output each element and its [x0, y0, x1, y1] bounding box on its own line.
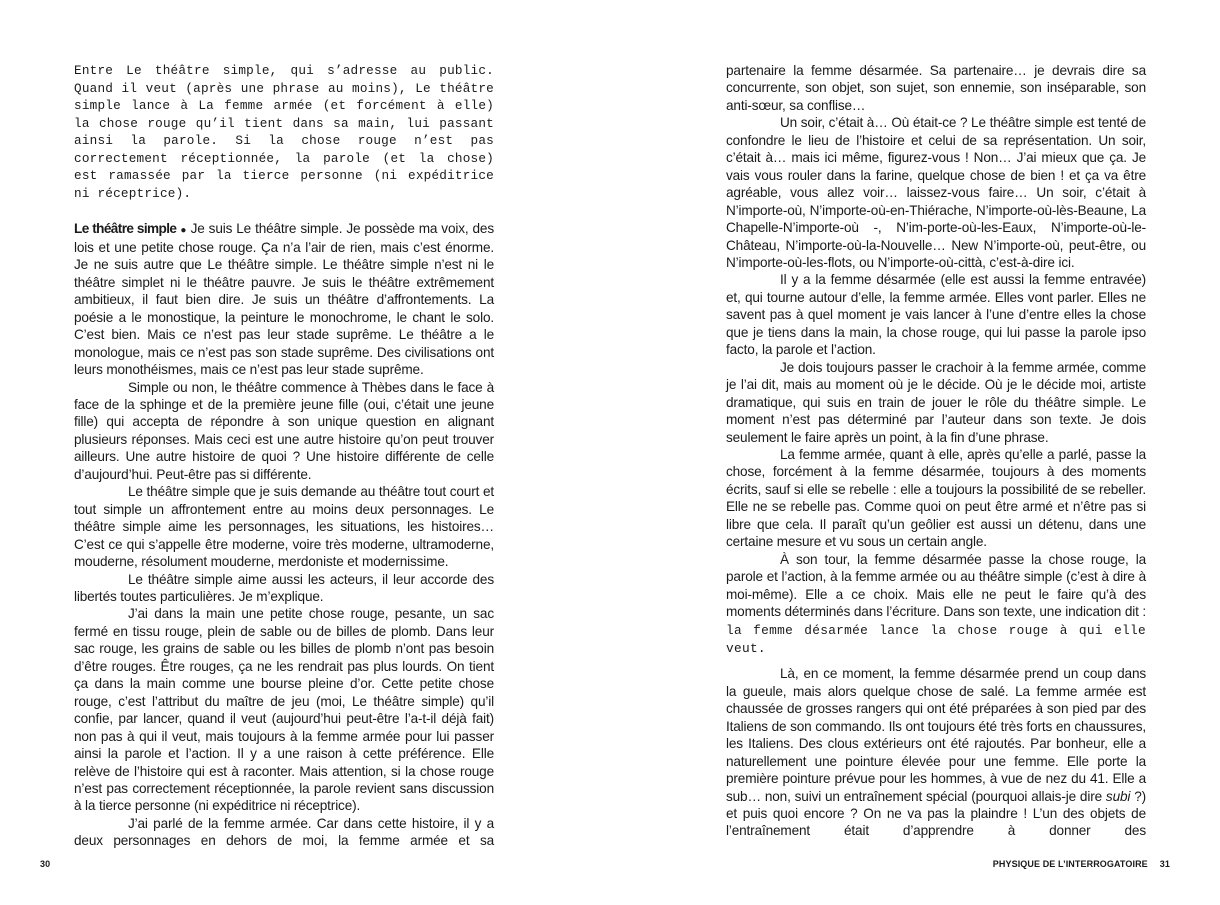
paragraph: Le théâtre simple que je suis demande au théâtre tout court et tout simple un affrontement entre au moins deux personnages. Le théâtre simple aime les personnages, les situations, les histoires… C’est ce qui s’appelle être moderne, voire très moderne, ultramoderne, mouderne, résolument mouderne, merdoniste et modernissime.: [74, 484, 494, 570]
spacer: [726, 657, 1146, 665]
paragraph-text: À son tour, la femme désarmée passe la chose rouge, la parole et l’action, à la femme armée ou au théâtre simple (c’est à dire à moi-même). Elle a ce choix. Mais elle ne peut le faire qu’à des moments déterminés dans l’écriture. Dans son texte, une indication dit :: [726, 551, 1146, 620]
stage-direction-intro: Entre Le théâtre simple, qui s’adresse au public. Quand il veut (après une phrase au moins), Le théâtre simple lance à La femme armée (et forcément à elle) la chose rouge qu’il tient dans sa main, lui passant ainsi la parole. Si la chose rouge n’est pas correctement réceptionnée, la parole (et la chose) est ramassée par la tierce personne (ni expéditrice ni réceptrice).: [74, 63, 494, 201]
paragraph: [726, 551, 1146, 658]
left-page: [74, 62, 494, 850]
paragraph-text: Là, en ce moment, la femme désarmée prend un coup dans la gueule, mais alors quelque chose de salé. La femme armée est chaussée de grosses rangers qui ont été préparées à son pied par des Italiens de son commando. Ils ont toujours été très forts en chaussures, les Italiens. Des clous extérieurs ont été rajoutés. Par bonheur, elle a naturellement une pointure élevée pour une femme. Elle porte la première pointure prévue pour les hommes, à vue de nez du 41. Elle a sub… non, suivi un entraînement spécial (pourquoi allais-je dire: [726, 666, 1146, 804]
paragraph-text: ?) et puis quoi encore ? On ne va pas la plaindre ! L’un des objets de l’entraînement était d’apprendre à donner des: [726, 788, 1146, 839]
bullet-icon: ●: [180, 224, 187, 236]
page-number-left: 30: [40, 859, 51, 869]
footer-right: [993, 859, 1170, 869]
speaker-name: Le théâtre simple: [74, 220, 177, 236]
paragraph: [74, 220, 494, 379]
paragraph: [726, 665, 1146, 840]
running-head: PHYSIQUE DE L’INTERROGATOIRE: [992, 859, 1148, 869]
paragraph: La femme armée, quant à elle, après qu’elle a parlé, passe la chose, forcément à la femme désarmée, toujours à des moments écrits, sauf si elle se rebelle : elle a toujours la possibilité de se rebeller. Elle ne se rebelle pas. Comme quoi on peut être armé et n’être pas si libre que cela. Il paraît qu’un geôlier est aussi un détenu, dans une certaine mesure et vu sous un certain angle.: [726, 446, 1146, 550]
paragraph-text: Je suis Le théâtre simple. Je possède ma voix, des lois et une petite chose rouge. Ça n’a l’air de rien, mais c’est énorme. Je ne suis autre que Le théâtre simple. Le théâtre simple n’est ni le théâtre simplet ni le théâtre pauvre. Je suis le théâtre extrêmement ambitieux, il faut bien dire. Je suis un théâtre d’affrontements. La poésie a le monostique, la peinture le monochrome, le chant le solo. C’est bien. Mais ce n’est pas leur stade suprême. Le théâtre a le monologue, mais ce n’est pas son stade suprême. Des civilisations ont leurs monothéismes, mais ce n’est pas leur stade suprême.: [74, 220, 494, 378]
paragraph: partenaire la femme désarmée. Sa partenaire… je devrais dire sa concurrente, son objet, son sujet, son ennemie, son inséparable, son anti-sœur, sa conflise…: [726, 63, 1146, 113]
paragraph: J’ai parlé de la femme armée. Car dans cette histoire, il y a deux personnages en dehors de moi, la femme armée et sa: [74, 815, 494, 849]
paragraph: Le théâtre simple aime aussi les acteurs, il leur accorde des libertés toutes particulières. Je m’explique.: [74, 571, 494, 605]
paragraph: J’ai dans la main une petite chose rouge, pesante, un sac fermé en tissu rouge, plein de sable ou de billes de plomb. Dans leur sac rouge, les grains de sable ou les billes de plomb n’ont pas besoin d’être rouges. Être rouges, ça ne les rendrait pas plus lourds. On tient ça dans la main comme une bourse pleine d’or. Cette petite chose rouge, c’est l’attribut du maître de jeu (moi, Le théâtre simple) qu’il confie, par lancer, quand il veut (aujourd’hui peut-être l’a-t-il déjà fait) non pas à qui il veut, mais toujours à la femme armée pour lui passer ainsi la parole et l’action. Il y a une raison à cette préférence. Elle relève de l’histoire qui est à raconter. Mais attention, si la chose rouge n’est pas correctement réceptionnée, la parole revient sans discussion à la tierce personne (ni expéditrice ni réceptrice).: [74, 606, 494, 814]
page-number-right: 31: [1159, 859, 1170, 869]
right-page: [726, 62, 1146, 840]
spacer: [74, 202, 494, 220]
paragraph: Il y a la femme désarmée (elle est aussi la femme entravée) et, qui tourne autour d’elle, la femme armée. Elles vont parler. Elles ne savent pas à quel moment je vais lancer à l’une d’entre elles la chose que je tiens dans la main, la chose rouge, qui lui passe la parole ipso facto, la parole et l’action.: [726, 272, 1146, 358]
italic-word: subi: [1105, 788, 1131, 804]
paragraph: Simple ou non, le théâtre commence à Thèbes dans le face à face de la sphinge et de la première jeune fille (oui, c’était une jeune fille) qui accepta de répondre à son unique question en alignant plusieurs réponses. Mais ceci est une autre histoire qu’on peut trouver ailleurs. Une autre histoire de quoi ? Une histoire différente de celle d’aujourd’hui. Peut-être pas si différente.: [74, 379, 494, 482]
paragraph: Je dois toujours passer le crachoir à la femme armée, comme je l’ai dit, mais au moment où je le décide. Où je le décide moi, artiste dramatique, qui suis en train de jouer le rôle du théâtre simple. Le moment n’est pas déterminé par l’auteur dans son texte. Je dois seulement le faire après un point, à la fin d’une phrase.: [726, 359, 1146, 445]
paragraph: Un soir, c’était à… Où était-ce ? Le théâtre simple est tenté de confondre le lieu de l’histoire et celui de sa représentation. Un soir, c’était à… mais ici même, figurez-vous ! Non… J’ai mieux que ça. Je vais vous rouler dans la farine, quelque chose de bien ! et ça va être agréable, vous allez voir… laissez-vous faire… Un soir, c’était à N’importe-où, N’importe-où-en-Thiérache, N’importe-où-lès-Beaune, La Chapelle-N’importe-où -, N’im-porte-où-les-Eaux, N’importe-où-le-Château, N’importe-où-la-Nouvelle… New N’importe-où, peut-être, ou N’importe-où-les-flots, ou N’importe-où-città, c’est-à-dire ici.: [726, 115, 1146, 270]
inline-stage-direction: la femme désarmée lance la chose rouge à qui elle veut.: [726, 622, 1146, 656]
